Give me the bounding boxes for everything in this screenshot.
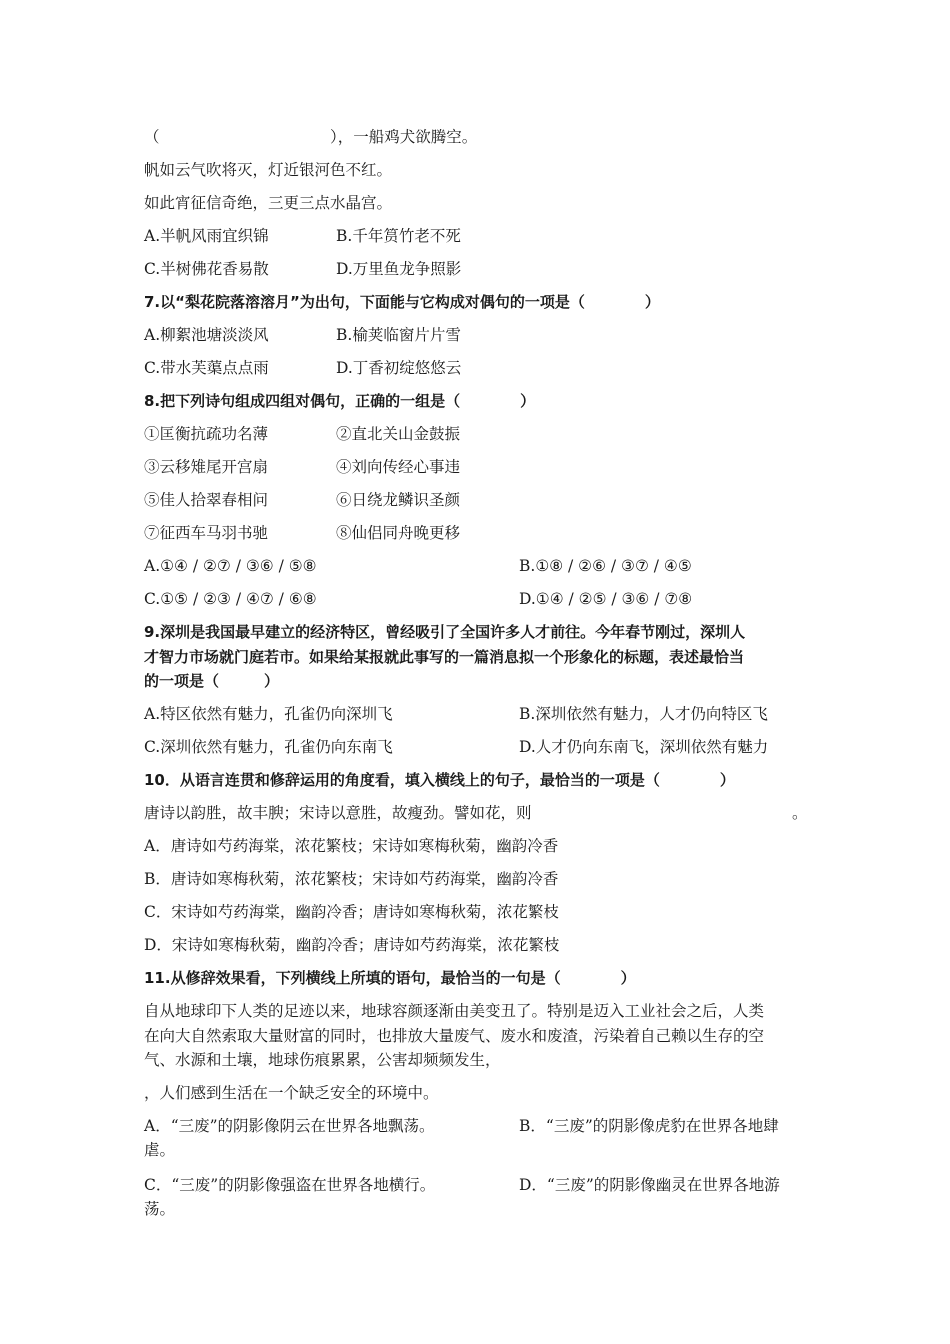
q8-option-c: C.①⑤ / ②③ / ④⑦ / ⑥⑧ (144, 590, 317, 608)
q8-item: ⑦征西车马羽书驰 (144, 524, 269, 542)
q6-option-a: A.半帆风雨宜织锦 (144, 227, 269, 245)
q11-paragraph-line-1: 自从地球印下人类的足迹以来，地球容颜逐渐由美变丑了。特别是迈入工业社会之后，人类 (144, 1002, 765, 1020)
q11-option-c: C．“三废”的阴影像强盗在世界各地横行。 (144, 1176, 436, 1194)
q7-option-c: C.带水芙蕖点点雨 (144, 359, 269, 377)
q9-option-c: C.深圳依然有魅力，孔雀仍向东南飞 (144, 738, 393, 756)
q9-option-b: B.深圳依然有魅力，人才仍向特区飞 (519, 705, 768, 723)
q8-option-a: A.①④ / ②⑦ / ③⑥ / ⑤⑧ (144, 557, 317, 575)
q10-stem: 10．从语言连贯和修辞运用的角度看，填入横线上的句子，最恰当的一项是（ ） (144, 771, 735, 789)
q8-item: ⑧仙侣同舟晚更移 (336, 524, 461, 542)
q11-option-row-1 (144, 1116, 779, 1136)
q10-option-c: C．宋诗如芍药海棠，幽韵冷香；唐诗如寒梅秋菊，浓花繁枝 (144, 903, 559, 921)
q9-stem-line-3: 的一项是（ ） (144, 672, 280, 690)
q10-option-a: A．唐诗如芍药海棠，浓花繁枝；宋诗如寒梅秋菊，幽韵冷香 (144, 837, 559, 855)
q9-option-row-2 (144, 737, 769, 757)
q11-option-b: B．“三废”的阴影像虎豹在世界各地肆 (519, 1117, 779, 1135)
q11-paragraph-line-4: ，人们感到生活在一个缺乏安全的环境中。 (144, 1084, 439, 1102)
q7-stem: 7.以“梨花院落溶溶月”为出句，下面能与它构成对偶句的一项是（ ） (144, 293, 660, 311)
q11-option-d: D．“三废”的阴影像幽灵在世界各地游 (519, 1176, 780, 1194)
q9-option-d: D.人才仍向东南飞，深圳依然有魅力 (519, 738, 769, 756)
q8-option-row-2 (144, 589, 693, 609)
q9-option-a: A.特区依然有魅力，孔雀仍向深圳飞 (144, 705, 393, 723)
q10-text-end: 。 (792, 804, 808, 822)
q10-option-b: B．唐诗如寒梅秋菊，浓花繁枝；宋诗如芍药海棠，幽韵冷香 (144, 870, 559, 888)
q7-option-d: D.丁香初绽悠悠云 (336, 359, 462, 377)
q8-item: ①匡衡抗疏功名薄 (144, 425, 269, 443)
q6-option-row-2 (144, 259, 462, 279)
q9-option-row-1 (144, 704, 768, 724)
q10-text (144, 803, 808, 823)
q11-paragraph-line-3: 气、水源和土壤，地球伤痕累累，公害却频频发生， (144, 1051, 501, 1069)
q8-items-row-2 (144, 457, 461, 477)
q6-line-1: （ ），一船鸡犬欲腾空。 (144, 128, 478, 146)
q8-option-b: B.①⑧ / ②⑥ / ③⑦ / ④⑤ (519, 557, 692, 575)
q8-stem: 8.把下列诗句组成四组对偶句，正确的一组是（ ） (144, 392, 536, 410)
q10-text-body: 唐诗以韵胜，故丰腴；宋诗以意胜，故瘦劲。譬如花，则 (144, 804, 532, 822)
q8-items-row-1 (144, 424, 461, 444)
q11-option-a: A．“三废”的阴影像阴云在世界各地飘荡。 (144, 1117, 435, 1135)
q6-line-2: 帆如云气吹将灭，灯近银河色不红。 (144, 161, 393, 179)
q8-item: ⑥日绕龙鳞识圣颜 (336, 491, 461, 509)
q10-option-d: D．宋诗如寒梅秋菊，幽韵冷香；唐诗如芍药海棠，浓花繁枝 (144, 936, 560, 954)
q11-option-d-wrap: 荡。 (144, 1200, 176, 1218)
q6-line-3: 如此宵征信奇绝，三更三点水晶宫。 (144, 194, 393, 212)
q8-option-d: D.①④ / ②⑤ / ③⑥ / ⑦⑧ (519, 590, 693, 608)
q7-option-a: A.柳絮池塘淡淡风 (144, 326, 269, 344)
q9-stem-line-2: 才智力市场就门庭若市。如果给某报就此事写的一篇消息拟一个形象化的标题，表述最恰当 (144, 648, 745, 666)
q6-option-d: D.万里鱼龙争照影 (336, 260, 462, 278)
q8-items-row-3 (144, 490, 461, 510)
q8-item: ⑤佳人拾翠春相问 (144, 491, 269, 509)
q11-stem: 11.从修辞效果看，下列横线上所填的语句，最恰当的一句是（ ） (144, 969, 636, 987)
q8-item: ④刘向传经心事违 (336, 458, 461, 476)
q7-option-row-1 (144, 325, 461, 345)
q6-option-c: C.半树佛花香易散 (144, 260, 269, 278)
q11-option-b-wrap: 虐。 (144, 1141, 176, 1159)
q7-option-b: B.榆荚临窗片片雪 (336, 326, 461, 344)
q8-option-row-1 (144, 556, 692, 576)
q6-option-b: B.千年筼竹老不死 (336, 227, 461, 245)
q11-option-row-2 (144, 1175, 780, 1195)
q9-stem-line-1: 9.深圳是我国最早建立的经济特区，曾经吸引了全国许多人才前往。今年春节刚过，深圳人 (144, 623, 746, 641)
q8-items-row-4 (144, 523, 461, 543)
q11-paragraph-line-2: 在向大自然索取大量财富的同时，也排放大量废气、废水和废渣，污染着自己赖以生存的空 (144, 1027, 765, 1045)
q6-option-row-1 (144, 226, 461, 246)
q8-item: ②直北关山金鼓振 (336, 425, 461, 443)
q7-option-row-2 (144, 358, 462, 378)
q8-item: ③云移雉尾开宫扇 (144, 458, 269, 476)
